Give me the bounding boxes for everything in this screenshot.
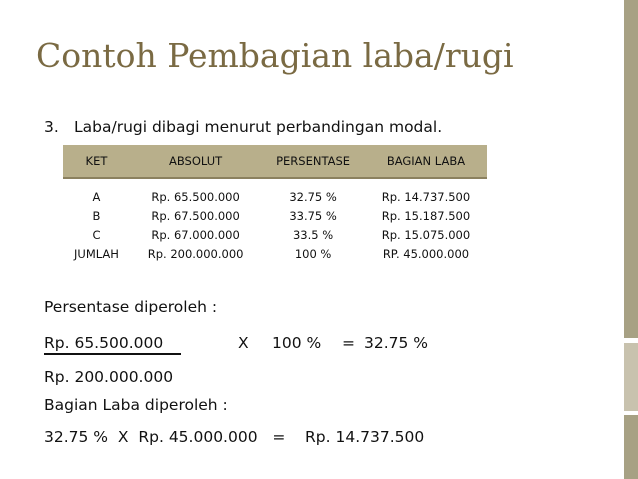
equals-sign: =: [342, 334, 355, 352]
cell-persentase: 100 %: [294, 246, 332, 261]
fraction-line: [44, 353, 181, 355]
point-text: Laba/rugi dibagi menurut perbandingan modal.: [74, 118, 443, 136]
header-bagian-laba: BAGIAN LABA: [365, 145, 487, 178]
table-row-total: [63, 244, 487, 263]
side-bar-middle: [624, 343, 638, 411]
cell-absolut: Rp. 67.000.000: [151, 227, 240, 242]
bullet-point: [44, 118, 442, 136]
cell-bagian-laba: Rp. 15.187.500: [381, 208, 471, 223]
cell-persentase: 33.75 %: [289, 208, 337, 223]
fraction-denominator: Rp. 200.000.000: [44, 368, 174, 386]
persentase-label: Persentase diperoleh :: [44, 298, 218, 316]
hundred-percent: 100 %: [272, 334, 322, 352]
table-header-row: [63, 145, 487, 178]
table-row: [63, 225, 487, 244]
side-bar-bottom: [624, 415, 638, 479]
header-ket: KET: [63, 145, 130, 178]
cell-absolut: Rp. 65.500.000: [151, 189, 240, 204]
cell-ket: B: [92, 208, 101, 223]
bagian-calculation: 32.75 % X Rp. 45.000.000 = Rp. 14.737.500: [44, 428, 425, 446]
multiply-sign: X: [238, 334, 249, 352]
cell-absolut: Rp. 200.000.000: [147, 246, 244, 261]
cell-persentase: 33.5 %: [292, 227, 334, 242]
cell-ket: JUMLAH: [74, 246, 119, 261]
cell-bagian-laba: Rp. 15.075.000: [381, 227, 471, 242]
fraction-numerator: Rp. 65.500.000: [44, 334, 164, 352]
cell-ket: A: [92, 189, 101, 204]
cell-persentase: 32.75 %: [289, 189, 337, 204]
side-bar-top: [624, 0, 638, 338]
table-row: [63, 206, 487, 225]
table-row: [63, 178, 487, 206]
cell-ket: C: [92, 227, 101, 242]
point-number: 3.: [44, 118, 59, 136]
header-persentase: PERSENTASE: [261, 145, 365, 178]
bagian-label: Bagian Laba diperoleh :: [44, 396, 228, 414]
slide-title: Contoh Pembagian laba/rugi: [36, 36, 514, 75]
header-absolut: ABSOLUT: [130, 145, 261, 178]
cell-bagian-laba: Rp. 14.737.500: [381, 189, 471, 204]
profit-table: [63, 145, 487, 263]
percent-result: 32.75 %: [364, 334, 429, 352]
cell-bagian-laba: RP. 45.000.000: [382, 246, 470, 261]
cell-absolut: Rp. 67.500.000: [151, 208, 240, 223]
